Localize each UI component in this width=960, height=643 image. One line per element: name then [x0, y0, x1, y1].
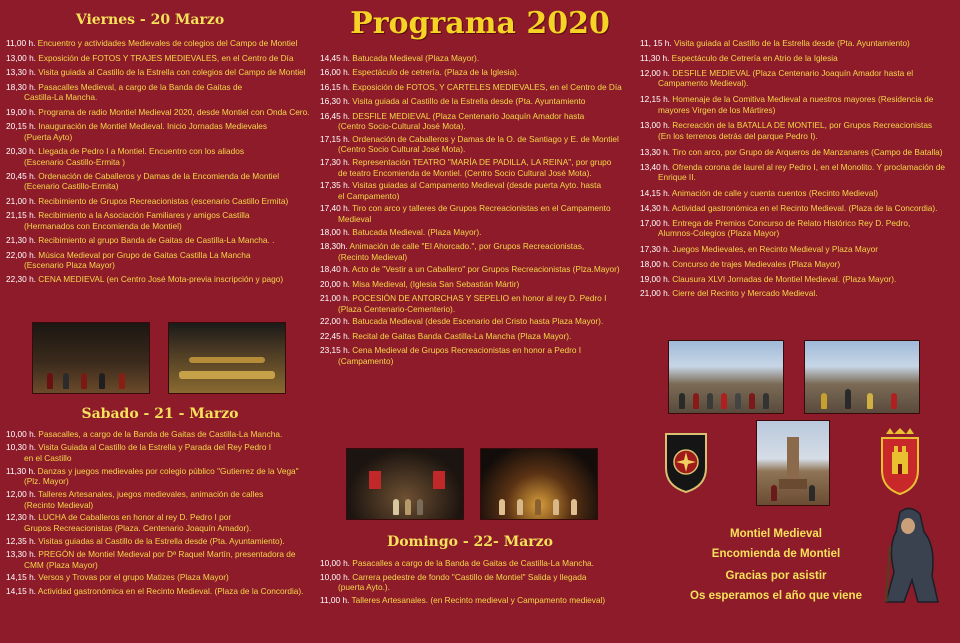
event-description-continued: Medieval: [338, 213, 372, 224]
event-time: 17,15 h.: [320, 133, 350, 144]
event-description-continued: (Puerta Ayto): [24, 131, 73, 142]
event-description-continued: Castilla-La Mancha.: [24, 92, 98, 103]
event-description: Concurso de trajes Medievales (Plaza Mayor): [670, 258, 841, 269]
event-description: Batucada Medieval (desde Escenario del Cristo hasta Plaza Mayor).: [350, 316, 604, 327]
event-time: 13,30 h.: [6, 67, 36, 78]
montiel-coat-of-arms-icon: [876, 428, 924, 503]
event-description: Recreación de la BATALLA DE MONTIEL, por Grupos Recreacionistas: [670, 120, 933, 131]
saturday-heading: Sabado - 21 - Marzo: [81, 406, 239, 422]
event-time: 17,40 h.: [320, 203, 350, 214]
event-description: POCESIÓN DE ANTORCHAS Y SEPELIO en honor al rey D. Pedro I: [350, 293, 607, 303]
saturday-event-item: [6, 549, 295, 570]
event-description-continued: mayores Virgen de los Mártires): [658, 104, 776, 115]
event-description-continued: (puerta Ayto.).: [338, 582, 390, 593]
event-time: 20,30 h.: [6, 146, 36, 156]
event-time: 10,00 h.: [6, 429, 36, 439]
event-description-continued: (Hermanados con Encomienda de Montiel): [24, 220, 182, 231]
friday-event-item: [6, 235, 274, 246]
event-description: DESFILE MEDIEVAL (Plaza Centenario Joaquín Amador hasta el: [670, 67, 914, 78]
saturday-event-item: [6, 586, 303, 597]
event-description: Exposición de FOTOS Y TRAJES MEDIEVALES, en el Centro de Día: [36, 52, 294, 63]
event-description: Talleres Artesanales, juegos medievales, animación de calles: [36, 489, 264, 499]
saturday-event-item: [320, 264, 620, 275]
event-time: 18,40 h.: [320, 264, 350, 275]
event-time: 14,15 h.: [640, 188, 670, 198]
hooded-figure-icon: [878, 506, 944, 611]
sunday-event-item: [640, 274, 896, 285]
event-description: Pasacalles, a cargo de la Banda de Gaitas de Castilla-La Mancha.: [36, 429, 283, 439]
photo-monument: [756, 420, 830, 506]
event-description: Recibimiento al grupo Banda de Gaitas de Castilla-La Mancha. .: [36, 235, 275, 245]
event-description-continued: (Centro Socio-Cultural José Mota).: [338, 121, 466, 132]
event-description: Danzas y juegos medievales por colegio público "Gutierrez de la Vega": [35, 465, 299, 476]
friday-event-item: [6, 171, 279, 192]
event-time: 20,00 h.: [320, 278, 350, 289]
event-time: 13,40 h.: [640, 161, 670, 172]
event-time: 23,15 h.: [320, 345, 350, 355]
event-description: Actividad gastronómica en el Recinto Medieval. (Plaza de la Concordia).: [36, 585, 304, 596]
saturday-event-item: [6, 466, 299, 487]
event-time: 12,30 h.: [6, 512, 36, 523]
event-description: Recibimiento de Grupos Recreacionistas (escenario Castillo Ermita): [36, 195, 289, 206]
event-time: 17,35 h.: [320, 180, 350, 191]
event-description: Carrera pedestre de fondo "Castillo de Montiel" Salida y llegada: [350, 571, 587, 582]
saturday-event-item: [320, 96, 585, 107]
sunday-event-item: [640, 203, 937, 214]
event-time: 19,00 h.: [6, 106, 36, 117]
event-description-continued: Alumnos-Colegios (Plaza Mayor): [658, 228, 780, 239]
event-description-continued: de teatro Encomienda de Montiel. (Centro Socio Cultural José Mota).: [338, 167, 592, 178]
event-time: 10,00 h.: [320, 571, 350, 582]
sunday-event-item: [640, 288, 818, 299]
friday-event-item: [6, 121, 267, 142]
event-description: Visitas guiadas al Castillo de la Estrella desde (Pta. Ayuntamiento).: [36, 535, 285, 546]
saturday-event-item: [320, 345, 581, 366]
event-description: Actividad gastronómica en el Recinto Medieval. (Plaza de la Concordia).: [670, 202, 938, 213]
event-time: 11,30 h.: [6, 465, 36, 476]
event-time: 21,15 h.: [6, 210, 36, 221]
friday-event-item: [6, 146, 244, 167]
event-description-continued: CMM (Plaza Mayor): [24, 559, 98, 570]
event-description: PREGÓN de Montiel Medieval por Dª Raquel Martín, presentadora de: [36, 549, 296, 559]
event-time: 16,45 h.: [320, 110, 350, 121]
event-description: Talleres Artesanales. (en Recinto medieval y Campamento medieval): [349, 595, 606, 606]
event-description-continued: Campamento Medieval).: [658, 78, 749, 89]
event-time: 19,00 h.: [640, 273, 670, 284]
event-description: Visita Guiada al Castillo de la Estrella y Parada del Rey Pedro I: [36, 442, 272, 453]
event-description: Ofrenda corona de laurel al rey Pedro I, en el Monolito. Y proclamación de: [670, 161, 946, 172]
saturday-event-item: [320, 111, 584, 132]
sunday-event-item: [640, 38, 910, 49]
event-description: Ordenación de Caballeros y Damas de la Encomienda de Montiel: [36, 170, 280, 181]
friday-event-item: [6, 196, 288, 207]
event-description: Acto de "Vestir a un Caballero" por Grupos Recreacionistas (Plza.Mayor): [350, 264, 620, 275]
event-description: Ordenación de Caballeros y Damas de la O. de Santiago y E. de Montiel: [350, 133, 619, 144]
saturday-event-item: [6, 536, 285, 547]
event-time: 11,00 h.: [320, 595, 350, 606]
event-time: 12,00 h.: [640, 67, 670, 78]
saturday-event-item: [320, 331, 571, 342]
closing-line-1: Montiel Medieval: [729, 528, 823, 540]
event-time: 22,30 h.: [6, 274, 36, 285]
event-time: 17,00 h.: [640, 217, 670, 228]
saturday-event-item: [320, 67, 519, 78]
event-time: 18,00 h.: [640, 258, 670, 269]
photo-theatre: [346, 448, 464, 520]
event-time: 21,00 h.: [640, 288, 670, 299]
sunday-event-item: [640, 188, 878, 199]
sunday-event-item: [640, 147, 943, 158]
event-time: 13,00 h.: [6, 52, 36, 63]
closing-line-2: Encomienda de Montiel: [711, 548, 841, 560]
event-description: Juegos Medievales, en Recinto Medieval y Plaza Mayor: [670, 244, 878, 254]
event-time: 18,00 h.: [320, 226, 350, 237]
event-description: Visita guiada al Castillo de la Estrella con colegios del Campo de Montiel: [36, 67, 306, 78]
event-time: 16,30 h.: [320, 96, 350, 107]
event-description: Homenaje de la Comitiva Medieval a nuestros mayores (Residencia de: [670, 94, 934, 104]
sunday-event-item: [640, 259, 840, 270]
event-time: 12,35 h.: [6, 535, 36, 546]
sunday-event-item: [320, 572, 587, 593]
event-description: Entrega de Premios Concurso de Relato Histórico Rey D. Pedro,: [670, 217, 911, 228]
event-time: 14,15 h.: [6, 572, 36, 583]
sunday-event-item: [320, 595, 605, 606]
sunday-event-item: [640, 218, 910, 239]
event-description: CENA MEDIEVAL (en Centro José Mota-previa inscripción y pago): [36, 274, 284, 285]
event-description: Animación de calle "El Ahorcado.", por Grupos Recreacionistas,: [347, 241, 585, 251]
saturday-event-item: [6, 512, 251, 533]
event-time: 12,00 h.: [6, 489, 36, 499]
saturday-event-item: [320, 82, 622, 93]
event-time: 18,30h.: [320, 241, 348, 251]
saturday-event-item: [320, 180, 601, 201]
photo-battle-2: [804, 340, 920, 414]
event-description-continued: (Recinto Medieval): [24, 499, 94, 510]
closing-line-3: Gracias por asistir: [725, 570, 827, 582]
event-description-continued: (Escenario Plaza Mayor): [24, 260, 115, 271]
event-description: Música Medieval por Grupo de Gaitas Castilla La Mancha: [36, 249, 251, 260]
friday-event-item: [6, 53, 293, 64]
saturday-event-item: [320, 279, 519, 290]
event-description-continued: (Centro Socio Cultural José Mota).: [338, 144, 466, 155]
sunday-event-item: [640, 120, 932, 141]
event-time: 22,00 h.: [320, 316, 350, 327]
saturday-event-item: [6, 489, 263, 510]
event-description-continued: en el Castillo: [24, 452, 72, 463]
saturday-event-item: [320, 157, 611, 178]
friday-heading: Viernes - 20 Marzo: [75, 12, 225, 28]
event-time: 14,15 h.: [6, 585, 36, 596]
sunday-event-item: [640, 94, 933, 115]
event-description: Pasacalles a cargo de la Banda de Gaitas de Castilla-La Mancha.: [350, 558, 594, 568]
encomienda-shield-icon: [664, 432, 708, 499]
event-description-continued: (En los terrenos detrás del parque Pedro I).: [658, 130, 818, 141]
event-time: 20,45 h.: [6, 170, 36, 181]
event-description: Tiro con arco y talleres de Grupos Recreacionistas en el Campamento: [350, 203, 611, 214]
event-description-continued: (Escenario Castillo-Ermita ): [24, 156, 125, 167]
event-description: Exposición de FOTOS, Y CARTELES MEDIEVALES, en el Centro de Día: [350, 81, 622, 92]
saturday-event-item: [320, 293, 606, 314]
event-time: 12,15 h.: [640, 94, 670, 104]
event-description: Espectáculo de cetrería. (Plaza de la Iglesia).: [350, 67, 520, 78]
event-time: 14,30 h.: [640, 202, 670, 213]
event-time: 16,00 h.: [320, 67, 350, 78]
sunday-event-item: [640, 244, 878, 255]
event-time: 21,00 h.: [320, 293, 350, 303]
event-description: Encuentro y actividades Medievales de colegios del Campo de Montiel: [35, 38, 298, 48]
event-description: Programa de radio Montiel Medieval 2020, desde Montiel con Onda Cero.: [36, 106, 310, 117]
event-description: Visita guiada al Castillo de la Estrella desde (Pta. Ayuntamiento: [350, 96, 586, 107]
closing-line-4: Os esperamos el año que viene: [690, 590, 862, 602]
event-time: 22,00 h.: [6, 249, 36, 260]
photo-banquet-1: [32, 322, 150, 394]
event-description: Cena Medieval de Grupos Recreacionistas en honor a Pedro I: [350, 345, 582, 355]
event-description: Tiro con arco, por Grupo de Arqueros de Manzanares (Campo de Batalla): [670, 146, 943, 157]
event-time: 18,30 h.: [6, 81, 36, 92]
event-time: 10,00 h.: [320, 558, 350, 568]
event-description: Cierre del Recinto y Mercado Medieval.: [670, 288, 818, 299]
event-description: LUCHA de Caballeros en honor al rey D. Pedro I por: [36, 512, 232, 523]
saturday-event-item: [320, 53, 479, 64]
event-description-continued: Grupos Recreacionistas (Plaza. Centenario Joaquín Amador).: [24, 522, 252, 533]
event-description: Representación TEATRO "MARÍA DE PADILLA, LA REINA", por grupo: [350, 157, 612, 167]
photo-battle-1: [668, 340, 784, 414]
program-title: Programa 2020: [350, 6, 610, 41]
friday-event-item: [6, 82, 242, 103]
sunday-event-item: [640, 53, 838, 64]
event-time: 21,30 h.: [6, 235, 36, 245]
event-description: Animación de calle y cuenta cuentos (Recinto Medieval): [670, 188, 878, 198]
event-time: 11, 15 h.: [640, 38, 672, 48]
saturday-event-item: [320, 241, 584, 262]
photo-torch-procession: [480, 448, 598, 520]
event-description: Visita guiada al Castillo de la Estrella desde (Pta. Ayuntamiento): [671, 38, 910, 48]
saturday-event-item: [6, 429, 282, 440]
photo-banquet-2: [168, 322, 286, 394]
event-time: 13,00 h.: [640, 120, 670, 131]
event-description-continued: (Ecenario Castillo-Ermita): [24, 181, 119, 192]
event-time: 13,30 h.: [640, 146, 670, 157]
event-time: 20,15 h.: [6, 121, 36, 132]
event-time: 17,30 h.: [640, 244, 670, 254]
event-time: 17,30 h.: [320, 157, 350, 167]
event-description: Clausura XLVI Jornadas de Montiel Medieval. (Plaza Mayor).: [670, 273, 897, 284]
friday-event-item: [6, 274, 283, 285]
event-description-continued: (Campamento): [338, 355, 394, 366]
saturday-event-item: [6, 572, 229, 583]
event-time: 14,45 h.: [320, 53, 350, 63]
event-description-continued: Enrique II.: [658, 172, 696, 183]
event-time: 10,30 h.: [6, 442, 36, 453]
friday-event-item: [6, 67, 306, 78]
event-description-continued: (Plz. Mayor): [24, 476, 69, 487]
saturday-event-item: [320, 227, 481, 238]
sunday-heading: Domingo - 22- Marzo: [387, 534, 553, 550]
event-description: Pasacalles Medieval, a cargo de la Banda de Gaitas de: [36, 81, 243, 92]
friday-event-item: [6, 107, 310, 118]
event-description: DESFILE MEDIEVAL (Plaza Centenario Joaquín Amador hasta: [350, 110, 585, 121]
event-time: 21,00 h.: [6, 195, 36, 206]
event-description: Llegada de Pedro I a Montiel. Encuentro con los aliados: [36, 146, 245, 156]
friday-event-item: [6, 250, 250, 271]
event-description: Espectáculo de Cetrería en Atrio de la Iglesia: [669, 52, 838, 63]
event-description-continued: el Campamento): [338, 190, 400, 201]
friday-event-item: [6, 210, 250, 231]
event-description: Batucada Medieval. (Plaza Mayor).: [350, 226, 482, 237]
event-description: Recibimiento a la Asociación Familiares y amigos Castilla: [36, 210, 250, 221]
event-time: 11,00 h.: [6, 38, 36, 48]
sunday-event-item: [320, 558, 594, 569]
sunday-event-item: [640, 162, 945, 183]
saturday-event-item: [320, 203, 611, 224]
event-time: 16,15 h.: [320, 81, 350, 92]
event-description: Misa Medieval, (Iglesia San Sebastián Mártir): [350, 278, 520, 289]
sunday-event-item: [640, 68, 913, 89]
event-description: Inauguración de Montiel Medieval. Inicio Jornadas Medievales: [36, 121, 268, 132]
event-description-continued: (Recinto Medieval): [338, 251, 408, 262]
event-description: Batucada Medieval (Plaza Mayor).: [350, 53, 480, 63]
event-description: Recital de Gaitas Banda Castilla-La Mancha (Plaza Mayor).: [350, 330, 572, 341]
event-time: 11,30 h.: [640, 52, 670, 63]
event-description: Versos y Trovas por el grupo Matizes (Plaza Mayor): [36, 572, 229, 583]
saturday-event-item: [320, 316, 603, 327]
event-time: 13,30 h.: [6, 549, 36, 559]
saturday-event-item: [320, 134, 619, 155]
event-description: Visitas guiadas al Campamento Medieval (desde puerta Ayto. hasta: [350, 180, 602, 191]
event-description-continued: (Plaza Centenario-Cementerio).: [338, 303, 456, 314]
friday-event-item: [6, 38, 297, 49]
saturday-event-item: [6, 442, 271, 463]
event-time: 22,45 h.: [320, 330, 350, 341]
